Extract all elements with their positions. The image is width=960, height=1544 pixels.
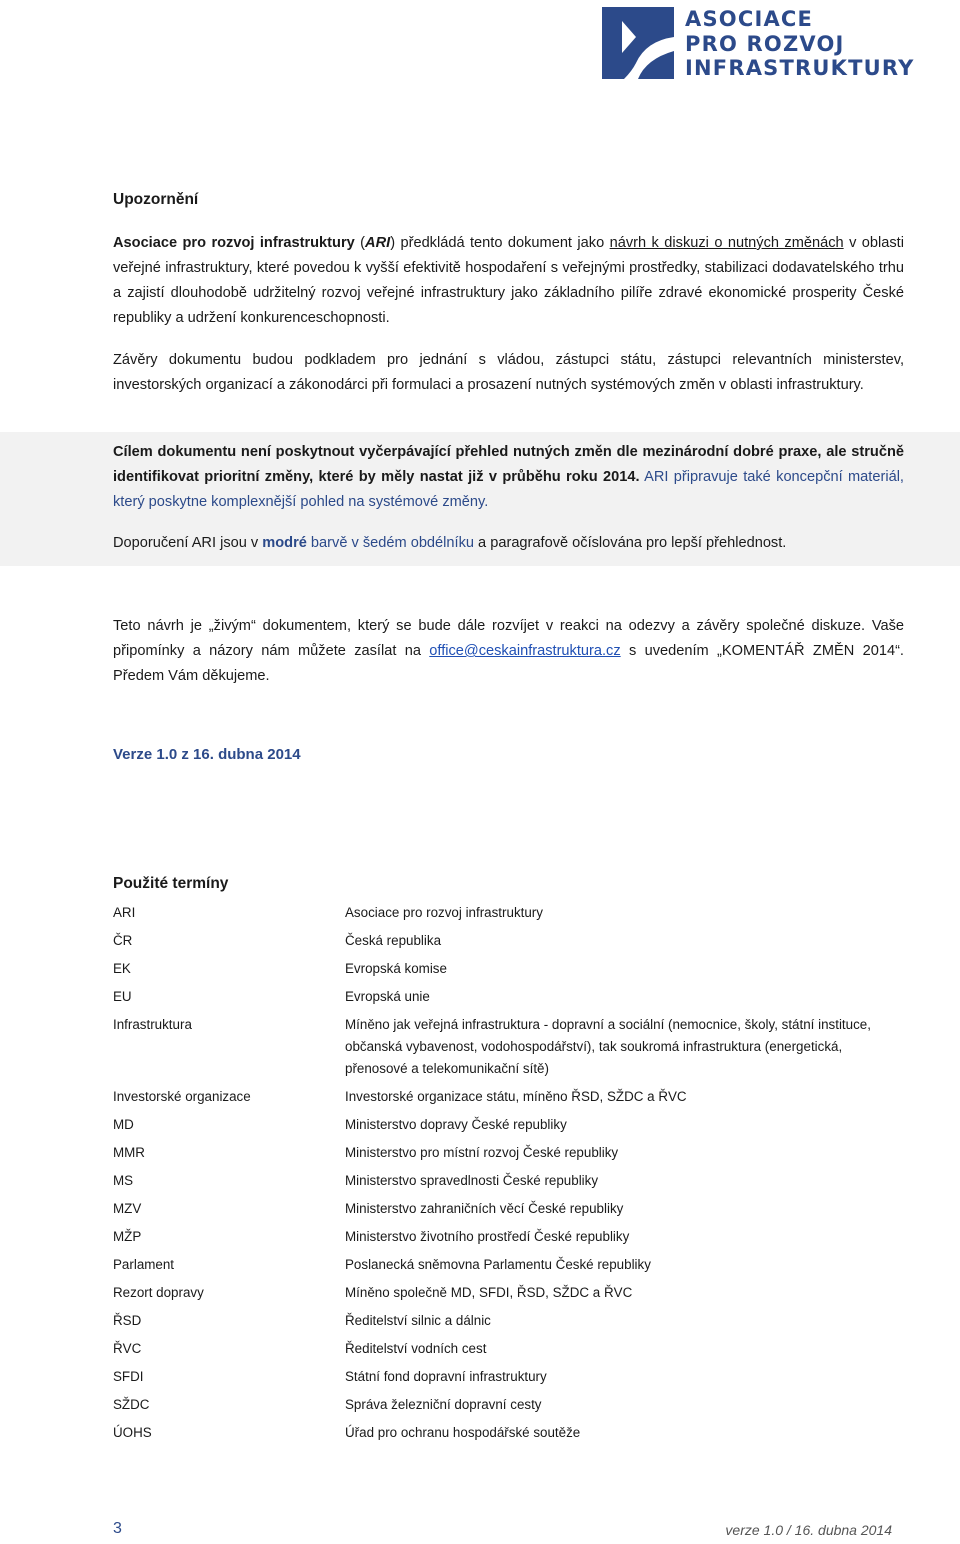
text-fragment: ( [354, 235, 366, 251]
term-row [113, 1310, 913, 1332]
notice-heading: Upozornění [113, 191, 199, 208]
term-row [113, 1198, 913, 1220]
term-row [113, 1282, 913, 1304]
logo [602, 7, 915, 81]
ari-logo-icon [602, 7, 674, 79]
term-row [113, 1170, 913, 1192]
grey-box-paragraph-2 [113, 531, 904, 556]
term-abbreviation: Investorské organizace [113, 1089, 251, 1104]
term-definition: Evropská unie [345, 989, 430, 1004]
term-row [113, 1086, 913, 1108]
notice-paragraph-1 [113, 231, 904, 331]
term-definition: Státní fond dopravní infrastruktury [345, 1369, 547, 1384]
term-definition: Poslanecká sněmovna Parlamentu České republiky [345, 1257, 651, 1272]
text-fragment: v oblasti veřejné infrastruktury, které povedou k vyšší efektivitě hospodaření s veřejnými prostředky, stabilizaci dodavatelského trhu a zajistí dlouhodobě udržitelný rozvoj veřejné infrastruktury jako základního pilíře zdravé ekonomické prosperity České republiky a udržení konkurenceschopnosti. [113, 235, 904, 326]
term-abbreviation: SFDI [113, 1369, 144, 1384]
term-abbreviation: MS [113, 1173, 134, 1188]
living-document-paragraph [113, 614, 904, 689]
notice-paragraph-2: Závěry dokumentu budou podkladem pro jednání s vládou, zástupci státu, zástupci relevantních ministerstev, investorských organizací a zákonodárci při formulaci a prosazení nutných systémových změn v oblasti infrastruktury. [113, 352, 904, 393]
org-abbr: ARI [365, 235, 391, 251]
term-row [113, 1366, 913, 1388]
term-abbreviation: MD [113, 1117, 134, 1132]
text-fragment: a paragrafově očíslována pro lepší přehlednost. [474, 535, 787, 551]
term-definition: Evropská komise [345, 961, 447, 976]
term-definition: Česká republika [345, 933, 442, 948]
proposal-underlined: návrh k diskuzi o nutných změnách [609, 235, 844, 251]
term-definition: Asociace pro rozvoj infrastruktury [345, 905, 543, 920]
term-definition: Ministerstvo spravedlnosti České republiky [345, 1173, 599, 1188]
term-row [113, 1422, 913, 1444]
email-link[interactable]: office@ceskainfrastruktura.cz [429, 643, 621, 659]
aim-bold: Cílem dokumentu není poskytnout vyčerpávající přehled nutných změn dle mezinárodní dobré praxe, ale stručně identifikovat prioritní změny, které by měly nastat již v průběhu roku 2014. [113, 444, 904, 485]
term-definition: Investorské organizace státu, míněno ŘSD, SŽDC a ŘVC [345, 1089, 687, 1104]
blue-word: modré [262, 535, 307, 551]
text-fragment: Doporučení ARI jsou v [113, 535, 263, 551]
footer-version: verze 1.0 / 16. dubna 2014 [725, 1522, 892, 1538]
term-definition: Ředitelství silnic a dálnic [345, 1313, 491, 1328]
term-row [113, 1014, 913, 1080]
org-name: Asociace pro rozvoj infrastruktury [113, 235, 355, 251]
term-row [113, 1226, 913, 1248]
term-abbreviation: Infrastruktura [113, 1017, 192, 1032]
ari-concept-blue: ARI připravuje také koncepční materiál, který poskytne komplexnější pohled na systémové změny. [113, 469, 904, 510]
logo-line-2: PRO ROZVOJ [685, 31, 845, 56]
term-abbreviation: ÚOHS [113, 1425, 152, 1440]
text-fragment: Teto návrh je „živým“ dokumentem, který se bude dále rozvíjet v reakci na odezvy a závěry společné diskuze. Vaše připomínky a názory nám můžete zasílat na [113, 618, 904, 659]
terms-heading: Použité termíny [113, 875, 229, 892]
term-definition: Ministerstvo dopravy České republiky [345, 1117, 567, 1132]
term-abbreviation: SŽDC [113, 1397, 150, 1412]
terms-list [113, 902, 913, 1450]
term-abbreviation: Parlament [113, 1257, 175, 1272]
grey-box-paragraph-1 [113, 440, 904, 515]
term-row [113, 1254, 913, 1276]
term-row [113, 930, 913, 952]
term-definition: Míněno jak veřejná infrastruktura - dopravní a sociální (nemocnice, školy, státní instituce, občanská vybavenost, vodohospodářství), tak soukromá infrastruktura (energetická, přenosové a telekomunikační sítě) [345, 1017, 871, 1076]
term-definition: Ministerstvo zahraničních věcí České republiky [345, 1201, 624, 1216]
term-definition: Míněno společně MD, SFDI, ŘSD, SŽDC a ŘVC [345, 1285, 633, 1300]
term-abbreviation: ČR [113, 933, 133, 948]
term-row [113, 958, 913, 980]
term-abbreviation: MZV [113, 1201, 142, 1216]
term-row [113, 902, 913, 924]
term-row [113, 1394, 913, 1416]
term-definition: Ministerstvo životního prostředí České republiky [345, 1229, 630, 1244]
term-definition: Správa železniční dopravní cesty [345, 1397, 542, 1412]
term-abbreviation: EK [113, 961, 131, 976]
term-abbreviation: MŽP [113, 1229, 142, 1244]
term-row [113, 986, 913, 1008]
text-fragment: s uvedením „KOMENTÁŘ ZMĚN 2014“. Předem Vám děkujeme. [113, 643, 904, 684]
term-definition: Úřad pro ochranu hospodářské soutěže [345, 1425, 581, 1440]
term-definition: Ministerstvo pro místní rozvoj České republiky [345, 1145, 619, 1160]
document-version: Verze 1.0 z 16. dubna 2014 [113, 746, 301, 763]
term-abbreviation: ŘSD [113, 1313, 142, 1328]
term-row [113, 1338, 913, 1360]
term-row [113, 1142, 913, 1164]
term-definition: Ředitelství vodních cest [345, 1341, 487, 1356]
text-fragment: ) předkládá tento dokument jako [390, 235, 610, 251]
term-row [113, 1114, 913, 1136]
grey-rect-phrase: barvě v šedém obdélníku [306, 535, 474, 551]
term-abbreviation: ŘVC [113, 1341, 142, 1356]
page-number: 3 [113, 1520, 122, 1537]
term-abbreviation: EU [113, 989, 132, 1004]
term-abbreviation: ARI [113, 905, 136, 920]
logo-line-1: ASOCIACE [685, 7, 814, 31]
logo-wordmark [685, 7, 915, 81]
term-abbreviation: MMR [113, 1145, 145, 1160]
term-abbreviation: Rezort dopravy [113, 1285, 204, 1300]
logo-line-3: INFRASTRUKTURY [685, 56, 915, 80]
